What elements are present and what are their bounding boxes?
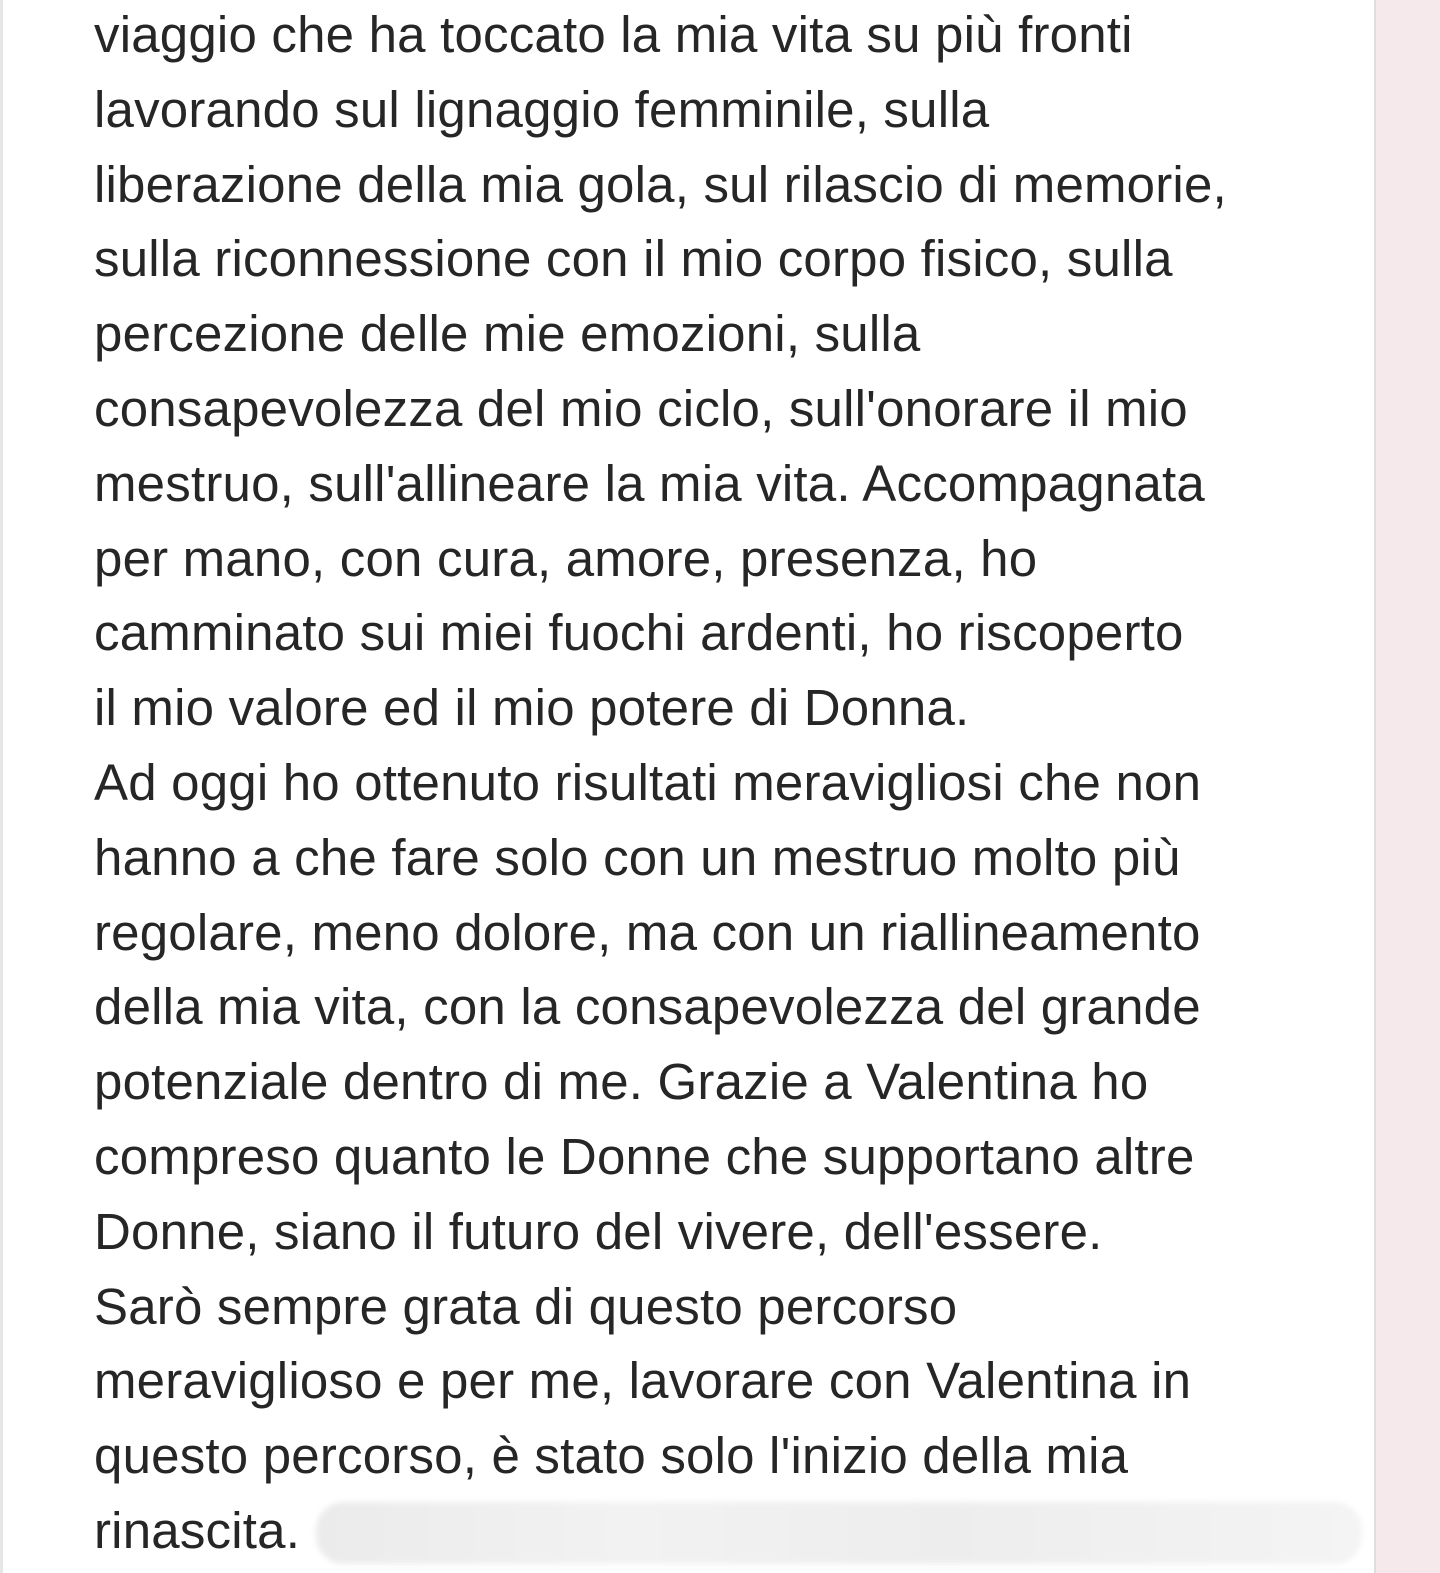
message-line: camminato sui miei fuochi ardenti, ho riscoperto (94, 604, 1184, 662)
message-line: compreso quanto le Donne che supportano altre (94, 1127, 1195, 1185)
message-line: Sarò sempre grata di questo percorso (94, 1277, 958, 1335)
left-edge-divider (0, 0, 3, 1573)
side-panel-edge (1374, 0, 1440, 1573)
message-line: mestruo, sull'allineare la mia vita. Accompagnata (94, 454, 1205, 512)
message-line: liberazione della mia gola, sul rilascio di memorie, (94, 155, 1227, 213)
message-line: viaggio che ha toccato la mia vita su più fronti (94, 6, 1133, 63)
message-text-block (94, 0, 1364, 1569)
message-line: hanno a che fare solo con un mestruo molto più (94, 828, 1181, 886)
message-line: lavorando sul lignaggio femminile, sulla (94, 80, 990, 138)
message-line: regolare, meno dolore, ma con un riallineamento (94, 903, 1201, 961)
message-line: potenziale dentro di me. Grazie a Valentina ho (94, 1053, 1149, 1111)
last-line-container (94, 1494, 1364, 1569)
message-line: Ad oggi ho ottenuto risultati meravigliosi che non (94, 753, 1202, 811)
message-line: della mia vita, con la consapevolezza del grande (94, 978, 1201, 1036)
message-line: per mano, con cura, amore, presenza, ho (94, 529, 1038, 587)
message-line: rinascita. (94, 1501, 301, 1559)
message-line: il mio valore ed il mio potere di Donna. (94, 679, 970, 737)
message-line: sulla riconnessione con il mio corpo fisico, sulla (94, 230, 1173, 288)
redacted-signature-blur (316, 1502, 1362, 1564)
message-line: questo percorso, è stato solo l'inizio della mia (94, 1427, 1129, 1485)
message-line: percezione delle mie emozioni, sulla (94, 305, 921, 363)
message-line: meraviglioso e per me, lavorare con Valentina in (94, 1352, 1192, 1410)
message-line: consapevolezza del mio ciclo, sull'onorare il mio (94, 379, 1188, 437)
message-line: Donne, siano il futuro del vivere, dell'essere. (94, 1202, 1103, 1260)
